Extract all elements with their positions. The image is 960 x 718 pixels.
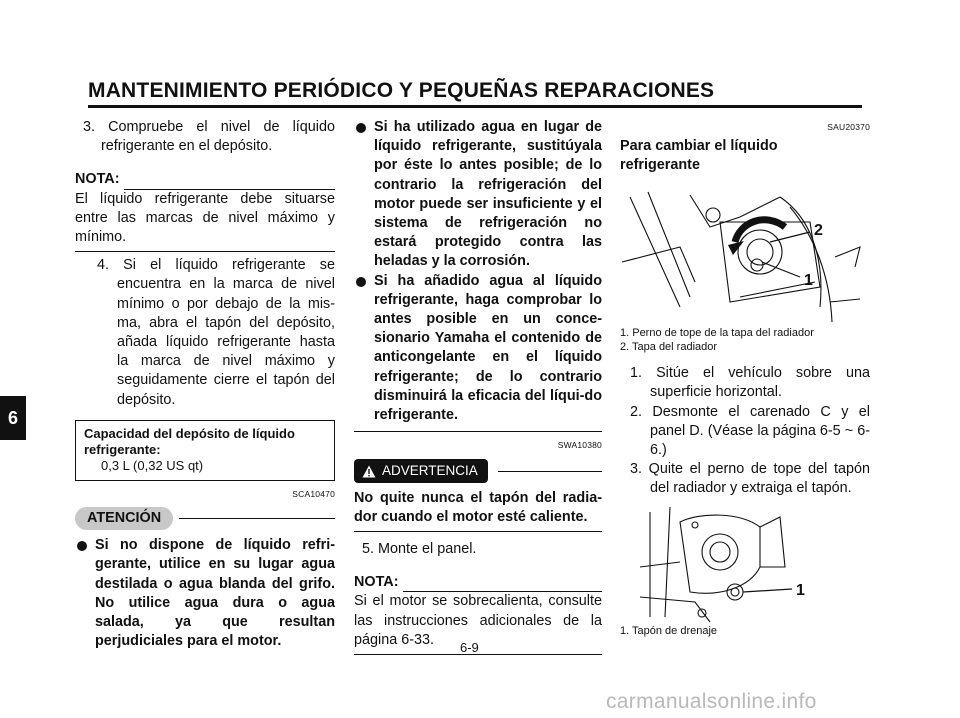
caution-bullet-text: Si no dispone de líquido refri-gerante, utilice en su lugar agua destilada o agua blanda del grifo. No utilice agua dura o agua salada, ya que resultan perjudiciales para el motor. (95, 537, 335, 650)
step-3: 3. Compruebe el nivel de líquido refrigerante en el depósito. (83, 119, 335, 155)
warning-triangle-icon (362, 465, 376, 478)
callout-drain-1: 1 (796, 581, 805, 599)
column-2 (354, 118, 602, 655)
fig2-caption: 1. Tapón de drenaje (620, 624, 718, 637)
step-2: 2. Desmonte el carenado C y el panel D. (Véase la página 6-5 ~ 6-6.) (630, 403, 870, 459)
callout-1: 1 (804, 272, 813, 290)
code-sau20370: SAU20370 (827, 122, 870, 132)
radiator-cap-illustration (620, 187, 870, 327)
bullet-dot (356, 277, 366, 287)
capacity-box (75, 420, 335, 481)
section-separator (354, 431, 602, 432)
note-text: El líquido refrigerante debe situarse entre las marcas de nivel máximo y mínimo. (75, 190, 335, 246)
warning-label: ADVERTENCIA (382, 463, 478, 479)
warning-text: No quite nunca el tapón del radia-dor cuando el motor esté caliente. (354, 489, 602, 525)
column-1 (75, 118, 335, 651)
code-sca10470: SCA10470 (292, 488, 335, 499)
step-5: 5. Monte el panel. (362, 541, 477, 558)
bullet-1-text: Si ha utilizado agua en lugar de líquido refrigerante, sustitúyala por éste lo antes posible; de lo contrario la refrigeración del motor puede ser insuficiente y el sistema de refrigeración no estará protegido contra las heladas y la corrosión. (374, 119, 602, 270)
bullet-1 (354, 118, 602, 272)
callout-2: 2 (814, 222, 823, 240)
drain-plug-illustration (620, 507, 870, 625)
page-header (88, 78, 862, 108)
step-3b: 3. Quite el perno de tope del tapón del radiador y extraiga el tapón. (630, 461, 870, 497)
fig1-caption-1: 1. Perno de tope de la tapa del radiador (620, 327, 814, 340)
note-label: NOTA: (75, 171, 120, 188)
section-heading: Para cambiar el líquido refrigerante (620, 138, 778, 174)
note-text-2: Si el motor se sobrecalienta, consulte las instrucciones adicionales de la página 6-33. (354, 593, 602, 648)
warning-header (354, 459, 602, 482)
note-label-2: NOTA: (354, 574, 399, 591)
caution-bullet (75, 536, 335, 651)
bullet-dot (356, 123, 366, 133)
capacity-label: Capacidad del depósito de líquido refrigerante: (84, 425, 295, 457)
caution-label: ATENCIÓN (75, 507, 173, 530)
column-3 (620, 118, 870, 638)
chapter-tab: 6 (0, 396, 26, 440)
step-4: 4. Si el líquido refrigerante se encuentra en la marca de nivel mínimo o por debajo de la mis-ma, abra el tapón del depósito, añada líquido refrigerante hasta la marca de nivel máximo y seguidamente cierre el tapón del depósito. (97, 257, 335, 408)
note-separator (75, 251, 335, 252)
step-1: 1. Sitúe el vehículo sobre una superficie horizontal. (630, 365, 870, 401)
page-number: 6-9 (460, 640, 479, 655)
note-header (75, 170, 335, 189)
fig1-caption-2: 2. Tapa del radiador (620, 340, 718, 353)
warning-badge (354, 459, 488, 482)
page-title: MANTENIMIENTO PERIÓDICO Y PEQUEÑAS REPARACIONES (88, 79, 715, 102)
code-swa10380: SWA10380 (557, 440, 602, 451)
header-rule (88, 105, 862, 108)
note-header-2 (354, 573, 602, 592)
bullet-2 (354, 272, 602, 426)
capacity-value: 0,3 L (0,32 US qt) (101, 457, 204, 473)
watermark-text: carmanualsonline.info (606, 690, 817, 713)
bullet-2-text: Si ha añadido agua al líquido refrigerante, haga comprobar lo antes posible en un conce-sionario Yamaha el contenido de anticongelante en el líquido refrigerante; de lo contrario disminuirá la eficacia del líqui-do refrigerante. (374, 272, 602, 424)
warning-separator (354, 531, 602, 532)
bullet-dot (77, 541, 87, 551)
caution-header (75, 507, 335, 530)
